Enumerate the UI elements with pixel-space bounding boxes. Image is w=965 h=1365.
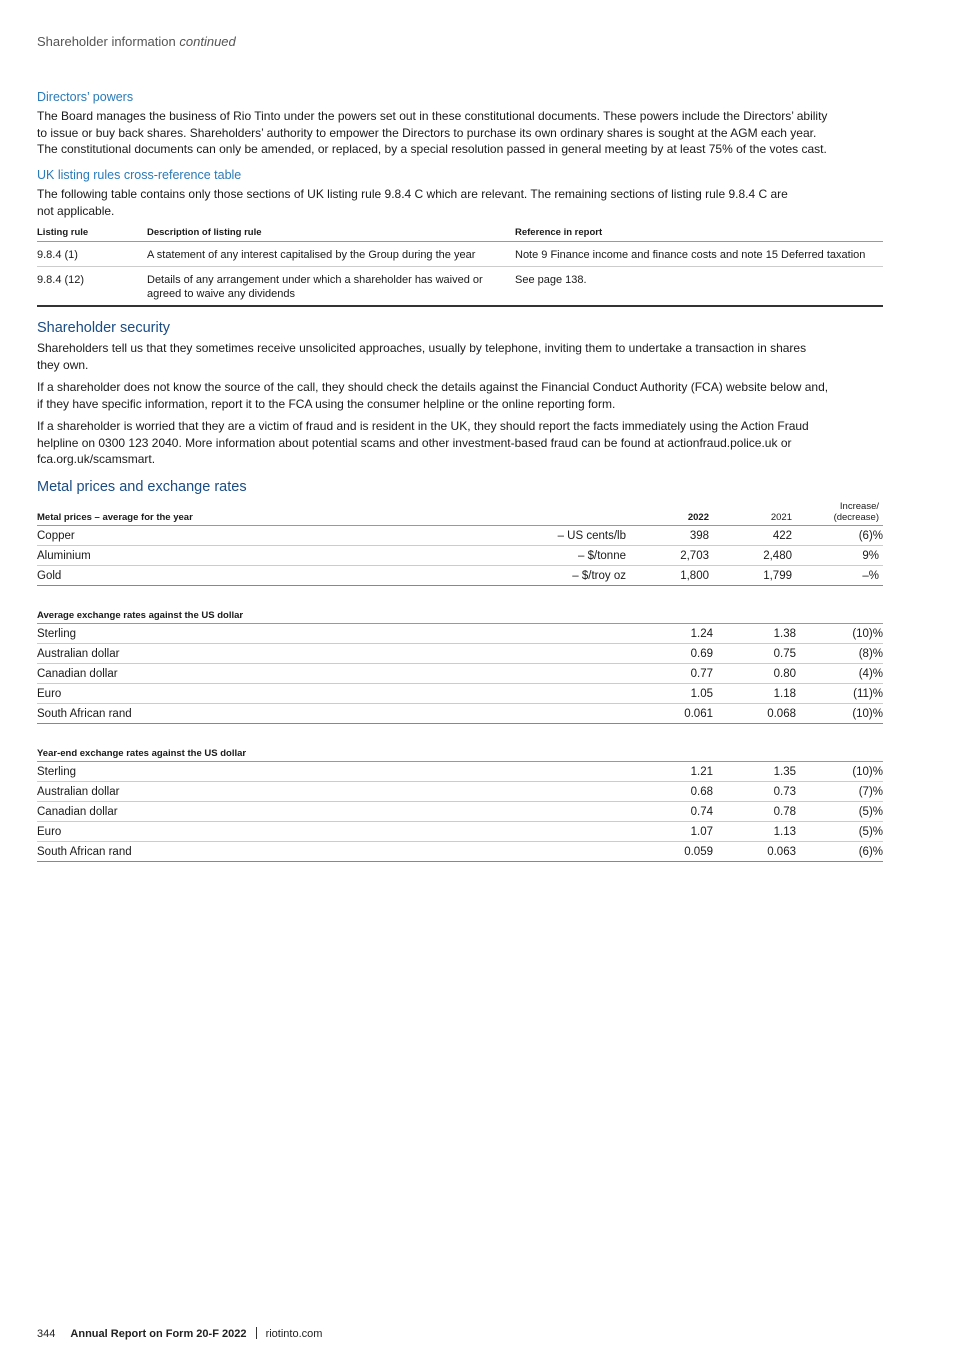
uk-listing-line: not applicable. xyxy=(37,203,115,218)
col-header-2021: 2021 xyxy=(709,499,792,526)
value-2022: 0.059 xyxy=(630,842,713,862)
table-row xyxy=(37,802,883,822)
value-2021: 1.13 xyxy=(713,822,796,842)
value-change: (6)% xyxy=(796,842,883,862)
col-header-change xyxy=(792,499,883,526)
metal-name: Copper xyxy=(37,526,426,546)
description-text: A statement of any interest capitalised by the Group during the year xyxy=(147,249,476,261)
value-2022: 0.061 xyxy=(630,704,713,724)
uk-listing-heading: UK listing rules cross-reference table xyxy=(37,168,242,182)
value-change: (8)% xyxy=(796,644,883,664)
uk-listing-section xyxy=(37,168,883,307)
reference-cell: Note 9 Finance income and finance costs and note 15 Deferred taxation xyxy=(515,242,883,267)
security-line: fca.org.uk/scamsmart. xyxy=(37,452,156,466)
security-line: Shareholders tell us that they sometimes receive unsolicited approaches, usually by telephone, inviting them to undertake a transaction in shares xyxy=(37,341,807,355)
value-2022: 0.74 xyxy=(630,802,713,822)
security-heading: Shareholder security xyxy=(37,320,170,336)
table-row xyxy=(37,546,883,566)
table-row xyxy=(37,242,883,267)
col-header-2022: 2022 xyxy=(626,499,709,526)
col-header-description: Description of listing rule xyxy=(147,223,515,242)
currency-name: South African rand xyxy=(37,842,430,862)
value-2021: 0.063 xyxy=(713,842,796,862)
value-2022: 2,703 xyxy=(626,546,709,566)
average-rates-heading: Average exchange rates against the US dollar xyxy=(37,608,883,624)
year-end-rates-heading: Year-end exchange rates against the US dollar xyxy=(37,746,883,762)
currency-name: Sterling xyxy=(37,762,430,782)
continued-label: continued xyxy=(179,34,236,49)
value-change: (7)% xyxy=(796,782,883,802)
description-cell xyxy=(147,267,515,307)
uk-listing-line: The following table contains only those sections of UK listing rule 9.8.4 C which are relevant. The remaining sections of listing rule 9.8.4 C are xyxy=(37,187,788,201)
table-row xyxy=(37,762,883,782)
year-end-exchange-table xyxy=(37,746,883,862)
table-row xyxy=(37,624,883,644)
running-head xyxy=(37,34,236,49)
value-2022: 0.69 xyxy=(630,644,713,664)
page-number: 344 xyxy=(37,1328,56,1340)
security-line: helpline on 0300 123 2040. More information about potential scams and other investment-based fraud can be found at actionfraud.police.uk or xyxy=(37,435,792,450)
currency-name: South African rand xyxy=(37,704,430,724)
table-row xyxy=(37,684,883,704)
currency-name: Australian dollar xyxy=(37,644,430,664)
col-header-metal: Metal prices – average for the year xyxy=(37,499,426,526)
col-header-change-line: Increase/ xyxy=(839,501,879,512)
table-row xyxy=(37,566,883,586)
col-header-change-line: (decrease) xyxy=(833,512,879,523)
average-exchange-table xyxy=(37,608,883,724)
security-line: If a shareholder does not know the source of the call, they should check the details against the Financial Conduct Authority (FCA) website below and, xyxy=(37,380,829,394)
listing-rule-cell: 9.8.4 (12) xyxy=(37,267,147,307)
table-header-row xyxy=(37,608,883,624)
directors-powers-heading: Directors’ powers xyxy=(37,90,134,104)
directors-powers-section xyxy=(37,90,883,158)
currency-name: Euro xyxy=(37,684,430,704)
report-title: Annual Report on Form 20-F 2022 xyxy=(70,1328,247,1340)
value-2022: 1.07 xyxy=(630,822,713,842)
value-2021: 2,480 xyxy=(709,546,792,566)
value-2022: 0.68 xyxy=(630,782,713,802)
value-2021: 0.75 xyxy=(713,644,796,664)
table-row xyxy=(37,267,883,307)
currency-name: Canadian dollar xyxy=(37,802,430,822)
description-cell xyxy=(147,242,515,267)
table-row xyxy=(37,842,883,862)
metals-section xyxy=(37,479,883,862)
metal-name: Gold xyxy=(37,566,426,586)
section-name: Shareholder information xyxy=(37,34,176,49)
table-row xyxy=(37,644,883,664)
value-change: (6)% xyxy=(792,526,883,546)
value-2021: 0.78 xyxy=(713,802,796,822)
value-2021: 0.73 xyxy=(713,782,796,802)
value-change: (5)% xyxy=(796,822,883,842)
value-2022: 0.77 xyxy=(630,664,713,684)
security-section xyxy=(37,320,883,468)
metal-unit: – $/tonne xyxy=(426,546,626,566)
value-2021: 1.35 xyxy=(713,762,796,782)
page-footer xyxy=(37,1327,322,1340)
website-link[interactable]: riotinto.com xyxy=(265,1328,323,1340)
metal-prices-table xyxy=(37,499,883,586)
col-header-listing-rule: Listing rule xyxy=(37,223,147,242)
value-change: –% xyxy=(792,566,883,586)
table-header-row xyxy=(37,746,883,762)
table-row xyxy=(37,822,883,842)
directors-powers-line: to issue or buy back shares. Shareholders’ authority to empower the Directors to purchase its own ordinary shares is sought at the AGM each year. xyxy=(37,125,817,140)
security-line: they own. xyxy=(37,357,89,372)
directors-powers-line: The Board manages the business of Rio Tinto under the powers set out in these constitutional documents. These powers include the Directors’ ability xyxy=(37,109,828,123)
metal-name: Aluminium xyxy=(37,546,426,566)
security-line: if they have specific information, report it to the FCA using the consumer helpline or the online reporting form. xyxy=(37,396,616,411)
value-2022: 1,800 xyxy=(626,566,709,586)
footer-divider xyxy=(256,1327,257,1339)
value-change: (10)% xyxy=(796,704,883,724)
value-change: (10)% xyxy=(796,762,883,782)
currency-name: Euro xyxy=(37,822,430,842)
metal-unit: – US cents/lb xyxy=(426,526,626,546)
reference-cell: See page 138. xyxy=(515,267,883,307)
value-change: (4)% xyxy=(796,664,883,684)
description-text: agreed to waive any dividends xyxy=(147,288,295,300)
table-header-row xyxy=(37,499,883,526)
table-row xyxy=(37,526,883,546)
table-header-row xyxy=(37,223,883,242)
currency-name: Sterling xyxy=(37,624,430,644)
currency-name: Canadian dollar xyxy=(37,664,430,684)
value-2022: 1.21 xyxy=(630,762,713,782)
value-change: (11)% xyxy=(796,684,883,704)
value-2022: 1.05 xyxy=(630,684,713,704)
value-change: 9% xyxy=(792,546,883,566)
listing-rules-table xyxy=(37,223,883,307)
value-change: (5)% xyxy=(796,802,883,822)
table-row xyxy=(37,704,883,724)
value-2021: 422 xyxy=(709,526,792,546)
directors-powers-line: The constitutional documents can only be amended, or replaced, by a special resolution passed in general meeting by at least 75% of the votes cast. xyxy=(37,142,827,156)
value-2022: 398 xyxy=(626,526,709,546)
value-2021: 0.80 xyxy=(713,664,796,684)
value-2021: 1,799 xyxy=(709,566,792,586)
metals-heading: Metal prices and exchange rates xyxy=(37,479,247,495)
table-row xyxy=(37,782,883,802)
value-2022: 1.24 xyxy=(630,624,713,644)
currency-name: Australian dollar xyxy=(37,782,430,802)
value-2021: 1.38 xyxy=(713,624,796,644)
metal-unit: – $/troy oz xyxy=(426,566,626,586)
value-change: (10)% xyxy=(796,624,883,644)
description-text: Details of any arrangement under which a shareholder has waived or xyxy=(147,274,483,286)
table-row xyxy=(37,664,883,684)
col-header-reference: Reference in report xyxy=(515,223,883,242)
value-2021: 1.18 xyxy=(713,684,796,704)
listing-rule-cell: 9.8.4 (1) xyxy=(37,242,147,267)
value-2021: 0.068 xyxy=(713,704,796,724)
security-line: If a shareholder is worried that they are a victim of fraud and is resident in the UK, they should report the facts immediately using the Action Fraud xyxy=(37,419,809,433)
